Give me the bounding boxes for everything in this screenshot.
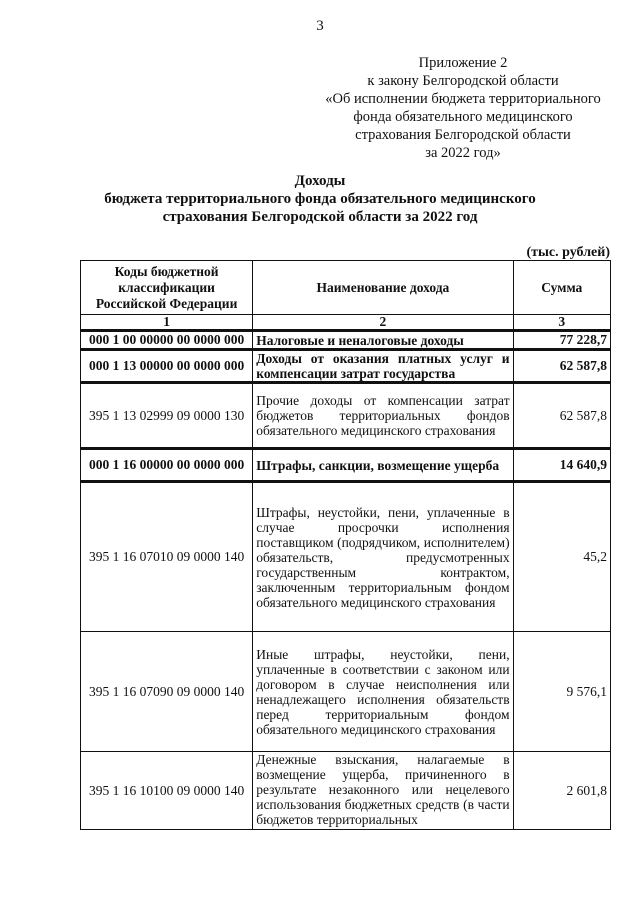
title-line: бюджета территориального фонда обязательного медицинского bbox=[104, 191, 536, 207]
row-sum: 77 228,7 bbox=[513, 331, 610, 350]
row-code: 395 1 16 10100 09 0000 140 bbox=[81, 752, 253, 830]
row-name: Штрафы, неустойки, пени, уплаченные в случае просрочки исполнения поставщиком (подрядчиком, исполнителем) обязательств, предусмотренных государственным контрактом, заключенным территориальным фондом обязательного медицинского страхования bbox=[253, 482, 513, 632]
row-sum: 2 601,8 bbox=[513, 752, 610, 830]
table-row bbox=[81, 331, 611, 350]
column-number: 3 bbox=[513, 315, 610, 331]
header-code: Коды бюджетной классификации Российской Федерации bbox=[81, 261, 253, 315]
table-row bbox=[81, 449, 611, 482]
row-code: 395 1 13 02999 09 0000 130 bbox=[81, 383, 253, 449]
row-sum: 14 640,9 bbox=[513, 449, 610, 482]
row-sum: 9 576,1 bbox=[513, 632, 610, 752]
appendix-line: Приложение 2 bbox=[418, 55, 508, 71]
appendix-line: страхования Белгородской области bbox=[355, 127, 571, 143]
table-row bbox=[81, 752, 611, 830]
row-name: Штрафы, санкции, возмещение ущерба bbox=[253, 449, 513, 482]
appendix-line: фонда обязательного медицинского bbox=[353, 109, 573, 125]
row-code: 000 1 00 00000 00 0000 000 bbox=[81, 331, 253, 350]
row-name: Иные штрафы, неустойки, пени, уплаченные в соответствии с законом или договором в случае неисполнения или ненадлежащего исполнения обязательств перед территориальным фондом обязательного медицинского страхования bbox=[253, 632, 513, 752]
row-name: Доходы от оказания платных услуг и компенсации затрат государства bbox=[253, 350, 513, 383]
row-sum: 45,2 bbox=[513, 482, 610, 632]
income-table bbox=[80, 260, 611, 830]
row-name: Прочие доходы от компенсации затрат бюджетов территориальных фондов обязательного медицинского страхования bbox=[253, 383, 513, 449]
units-label: (тыс. рублей) bbox=[526, 245, 610, 260]
title-line: страхования Белгородской области за 2022 год bbox=[162, 209, 478, 225]
header-name: Наименование дохода bbox=[253, 261, 513, 315]
column-number: 2 bbox=[253, 315, 513, 331]
row-sum: 62 587,8 bbox=[513, 350, 610, 383]
row-sum: 62 587,8 bbox=[513, 383, 610, 449]
header-sum: Сумма bbox=[513, 261, 610, 315]
row-code: 000 1 13 00000 00 0000 000 bbox=[81, 350, 253, 383]
title-line: Доходы bbox=[294, 173, 346, 189]
row-code: 395 1 16 07090 09 0000 140 bbox=[81, 632, 253, 752]
appendix-block bbox=[300, 54, 626, 162]
page-number: 3 bbox=[316, 18, 324, 34]
appendix-line: за 2022 год» bbox=[425, 145, 501, 161]
table-row bbox=[81, 350, 611, 383]
column-number: 1 bbox=[81, 315, 253, 331]
appendix-line: «Об исполнении бюджета территориального bbox=[325, 91, 601, 107]
table-row bbox=[81, 632, 611, 752]
document-title bbox=[40, 172, 600, 226]
table-row bbox=[81, 383, 611, 449]
row-code: 000 1 16 00000 00 0000 000 bbox=[81, 449, 253, 482]
row-code: 395 1 16 07010 09 0000 140 bbox=[81, 482, 253, 632]
appendix-line: к закону Белгородской области bbox=[367, 73, 559, 89]
row-name: Налоговые и неналоговые доходы bbox=[253, 331, 513, 350]
table-row bbox=[81, 482, 611, 632]
row-name: Денежные взыскания, налагаемые в возмещение ущерба, причиненного в результате незаконного или нецелевого использования бюджетных средств (в части бюджетов территориальных bbox=[253, 752, 513, 830]
